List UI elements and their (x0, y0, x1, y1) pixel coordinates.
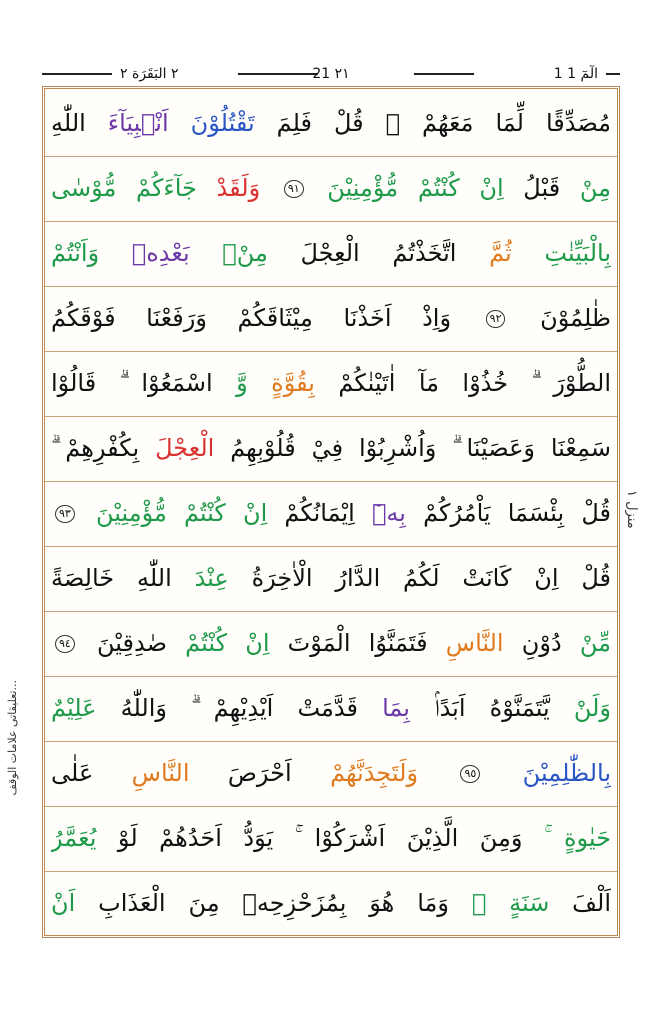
verse-text-segment: وَمِنَ الَّذِيْنَ اَشْرَكُوْا ۚ يَوَدُّ اَحَدُهُمْ لَوْ (96, 824, 523, 852)
verse-line (51, 158, 611, 218)
line-divider (45, 481, 617, 482)
verse-text-segment: مِّنْ (561, 629, 611, 657)
line-divider (45, 351, 617, 352)
verse-text-segment: وَلَتَجِدَنَّهُمْ (291, 759, 457, 787)
verse-text-segment: سَمِعْنَا وَعَصَيْنَا ۗ وَاُشْرِبُوْا فِيْ قُلُوْبِهِمُ (214, 434, 611, 462)
verse-text-segment: ظٰلِمُوْنَ (509, 304, 611, 332)
line-divider (45, 286, 617, 287)
verse-text-segment: وَلَنْ (549, 694, 611, 722)
verse-text-segment: اِنْ كُنْتُمْ مُّؤْمِنِيْنَ (307, 174, 504, 202)
verse-text-segment: قُلْ بِئْسَمَا يَاْمُرُكُمْ (405, 499, 611, 527)
verse-text-segment: الْعِجْلَ (139, 434, 215, 462)
verse-text-segment: اِنْ كُنْتُمْ (166, 629, 270, 657)
line-divider (45, 416, 617, 417)
verse-text-segment: الطُّوْرَ ۗ خُذُوْا مَآ اٰتَيْنٰكُمْ (314, 369, 611, 397)
verse-text-segment: بَعْدِهٖ (99, 239, 190, 267)
verse-text-segment: مِنْ (560, 174, 611, 202)
verse-text-segment: اسْمَعُوْا ۗ قَالُوْا (51, 369, 213, 397)
verse-text-segment: اَنْۢبِيَآءَ (85, 109, 169, 137)
verse-text-segment: حَيٰوةٍ ۚ (522, 824, 611, 852)
ayah-number-marker: ٩١ (284, 180, 304, 198)
verse-text-segment: النَّاسِ (427, 629, 504, 657)
verse-text-segment: اللّٰهِ (51, 109, 86, 137)
verse-text-segment: يَّتَمَنَّوْهُ اَبَدًاۢ (409, 694, 550, 722)
verse-line (51, 288, 611, 348)
verse-line (51, 743, 611, 803)
ayah-number-marker: ٩٥ (460, 765, 480, 783)
verse-line (51, 548, 611, 608)
verse-text-segment: عَلِيْمٌ (51, 694, 97, 722)
verse-text-segment: عِنْدَ (171, 564, 229, 592)
verse-text-segment: وَاِذْ اَخَذْنَا مِيْثَاقَكُمْ وَرَفَعْنَا فَوْقَكُمُ (51, 304, 482, 332)
verse-text-segment: اللّٰهِ خَالِصَةً (51, 564, 172, 592)
verse-text-segment: بِالْبَيِّنٰتِ (511, 239, 611, 267)
verse-text-segment: مِنْۢ (189, 239, 268, 267)
verse-text-segment: قُلْ اِنْ كَانَتْ لَكُمُ الدَّارُ الْاٰخِرَةُ (228, 564, 611, 592)
margin-note: تعليقاتی علامات الوقف... (6, 680, 19, 796)
verse-text-segment: بِمَا (357, 694, 410, 722)
verse-text-segment: عَلٰى (51, 759, 94, 787)
verse-text-segment: فَتَمَنَّوُا الْمَوْتَ (269, 629, 428, 657)
verse-text-segment: دُوْنِ (503, 629, 562, 657)
verse-text-segment: تَقْتُلُوْنَ (168, 109, 255, 137)
verse-line (51, 353, 611, 413)
verse-line (51, 93, 611, 153)
verse-line (51, 678, 611, 738)
line-divider (45, 806, 617, 807)
verse-text-segment: يُعَمَّرُ (51, 824, 97, 852)
verse-line (51, 223, 611, 283)
verse-line (51, 873, 611, 933)
verse-text-segment: قَدَّمَتْ اَيْدِيْهِمْ ۗ وَاللّٰهُ (96, 694, 358, 722)
ayah-number-marker: ٩٢ (486, 310, 506, 328)
surah-name: ٢ البَقَرَة ٢ (120, 66, 179, 82)
page-number: 21 ٢١ (312, 66, 350, 82)
verse-text-segment: وَاَنْتُمْ (51, 239, 100, 267)
line-divider (45, 676, 617, 677)
ayah-number-marker: ٩٤ (55, 635, 75, 653)
verse-text-segment: جَآءَكُمْ مُّوْسٰى (51, 174, 197, 202)
verse-text-segment: اِيْمَانُكُمْ (267, 499, 355, 527)
verse-text-segment: اَلْفَ (549, 889, 611, 917)
verse-text-segment: بِكُفْرِهِمْ ۗ (51, 434, 140, 462)
line-divider (45, 741, 617, 742)
quran-page-frame (42, 86, 620, 938)
verse-text-segment: وَمَا هُوَ بِمُزَحْزِحِهٖ مِنَ الْعَذَابِ (75, 889, 449, 917)
juz-name: 1 الٓمٓ 1 (553, 66, 598, 82)
verse-text-segment: اَنْ (51, 889, 76, 917)
verse-line (51, 808, 611, 868)
manzil-marker: منزل ١ (624, 490, 639, 529)
verse-text-segment: اِنْ كُنْتُمْ مُّؤْمِنِيْنَ (78, 499, 268, 527)
verse-line (51, 613, 611, 673)
line-divider (45, 221, 617, 222)
line-divider (45, 156, 617, 157)
ayah-number-marker: ٩٣ (55, 505, 75, 523)
verse-text-segment: بِقُوَّةٍ (247, 369, 315, 397)
verse-text-segment: اتَّخَذْتُمُ الْعِجْلَ (267, 239, 457, 267)
verse-text-segment: وَلَقَدْ (196, 174, 280, 202)
verse-text-segment: سَنَةٍ ۚ (448, 889, 550, 917)
line-divider (45, 611, 617, 612)
verse-text-segment: وَّ (212, 369, 248, 397)
line-divider (45, 871, 617, 872)
verse-text-segment: اَحْرَصَ (189, 759, 292, 787)
verse-text-segment: ثُمَّ (456, 239, 512, 267)
verse-text-segment: بِالظّٰلِمِيْنَ (484, 759, 611, 787)
verse-text-segment: مُصَدِّقًا لِّمَا مَعَهُمْ ۗ قُلْ فَلِمَ (254, 109, 611, 137)
verse-line (51, 483, 611, 543)
verse-text-segment: صٰدِقِيْنَ (78, 629, 167, 657)
page-header (42, 62, 620, 86)
verse-text-segment: قَبْلُ (503, 174, 561, 202)
line-divider (45, 546, 617, 547)
verse-line (51, 418, 611, 478)
verse-text-segment: بِهٖٓ (354, 499, 406, 527)
verse-text-segment: النَّاسِ (93, 759, 190, 787)
